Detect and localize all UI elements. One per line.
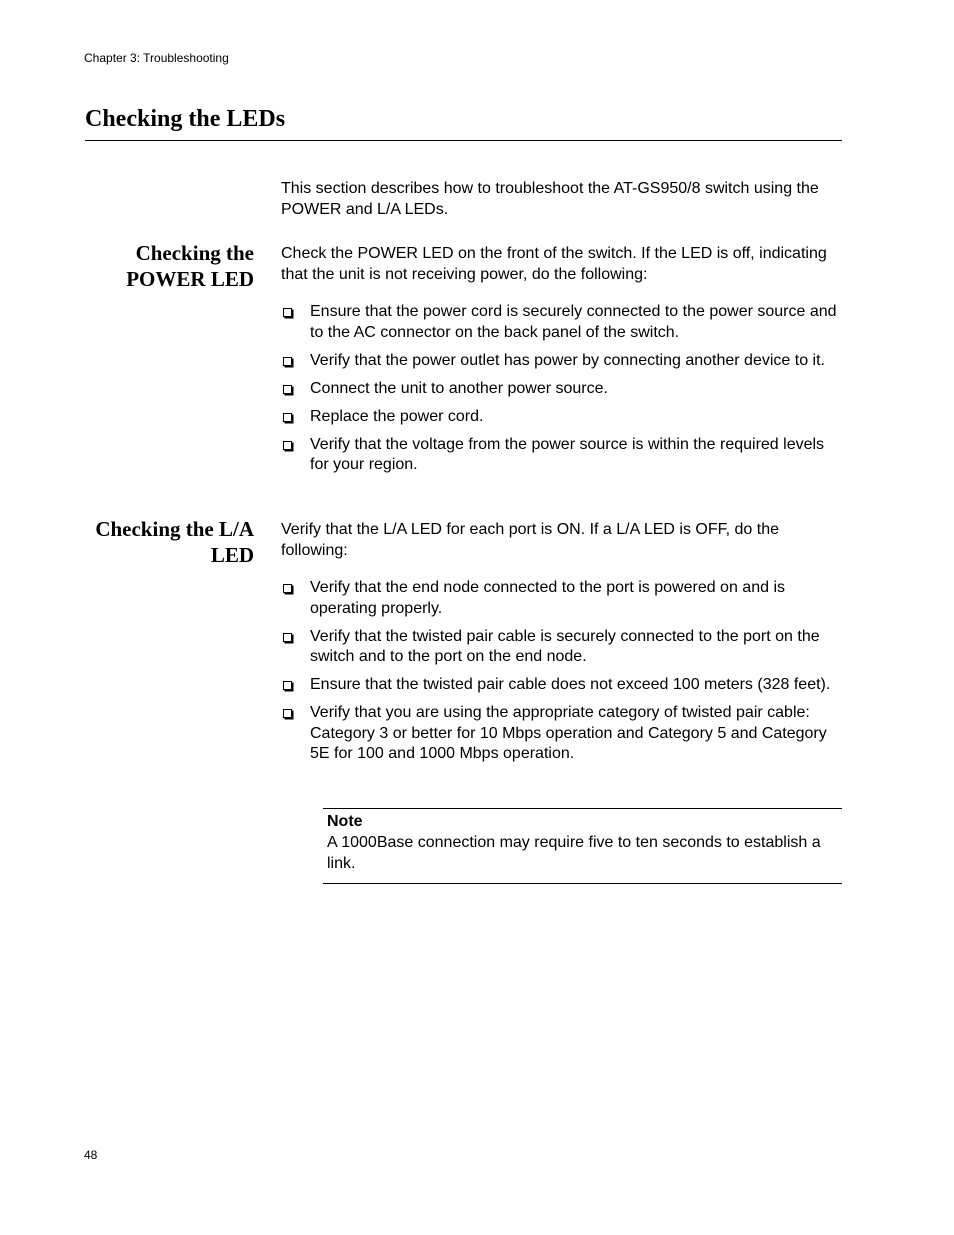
list-item-text: Ensure that the twisted pair cable does not exceed 100 meters (328 feet). — [310, 676, 831, 693]
page-number: 48 — [84, 1148, 98, 1162]
list-item — [281, 379, 846, 400]
checkbox-bullet-icon — [283, 633, 292, 642]
bullet-list — [281, 302, 846, 476]
list-item-text: Verify that the end node connected to the port is powered on and is operating properly. — [310, 579, 785, 617]
bullet-list — [281, 578, 846, 765]
checkbox-bullet-icon — [283, 357, 292, 366]
list-item-text: Verify that the twisted pair cable is securely connected to the port on the switch and to the port on the end node. — [310, 627, 820, 665]
list-item — [281, 703, 846, 765]
note-box — [323, 808, 842, 884]
list-item-text: Replace the power cord. — [310, 407, 484, 425]
note-label: Note — [327, 813, 363, 830]
list-item-text: Connect the unit to another power source. — [310, 379, 608, 397]
running-head: Chapter 3: Troubleshooting — [84, 51, 229, 65]
section-lead: Verify that the L/A LED for each port is ON. If a L/A LED is OFF, do the following: — [281, 521, 780, 559]
note-text: A 1000Base connection may require five to ten seconds to establish a link. — [327, 834, 821, 872]
intro-paragraph: This section describes how to troubleshoot the AT-GS950/8 switch using the POWER and L/A LEDs. — [281, 180, 819, 218]
list-item — [281, 578, 846, 619]
checkbox-bullet-icon — [283, 308, 292, 317]
section-body-la-led — [281, 520, 846, 772]
list-item — [281, 351, 846, 372]
section-heading-power-led — [54, 240, 254, 292]
section-heading-line: Checking the — [135, 241, 254, 265]
list-item-text: Verify that the voltage from the power source is within the required levels for your region. — [310, 435, 825, 473]
section-heading-la-led — [54, 516, 254, 568]
title-rule — [85, 140, 842, 141]
section-lead: Check the POWER LED on the front of the switch. If the LED is off, indicating that the unit is not receiving power, do the following: — [281, 245, 827, 283]
section-heading-line: LED — [210, 543, 254, 567]
list-item — [281, 302, 846, 343]
checkbox-bullet-icon — [283, 584, 292, 593]
list-item — [281, 407, 846, 428]
page-title: Checking the LEDs — [85, 106, 286, 132]
list-item — [281, 435, 846, 476]
list-item — [281, 675, 846, 696]
checkbox-bullet-icon — [283, 385, 292, 394]
checkbox-bullet-icon — [283, 413, 292, 422]
checkbox-bullet-icon — [283, 441, 292, 450]
list-item-text: Verify that you are using the appropriate category of twisted pair cable: Category 3 or better for 10 Mbps operation and Category 5 and Category 5E for 100 and 1000 Mbps operation. — [310, 704, 827, 762]
checkbox-bullet-icon — [283, 681, 292, 690]
section-body-power-led — [281, 244, 846, 483]
list-item — [281, 627, 846, 668]
checkbox-bullet-icon — [283, 709, 292, 718]
section-heading-line: Checking the L/A — [95, 517, 254, 541]
list-item-text: Ensure that the power cord is securely connected to the power source and to the AC connector on the back panel of the switch. — [310, 303, 837, 341]
section-heading-line: POWER LED — [126, 267, 254, 291]
list-item-text: Verify that the power outlet has power by connecting another device to it. — [310, 351, 825, 369]
